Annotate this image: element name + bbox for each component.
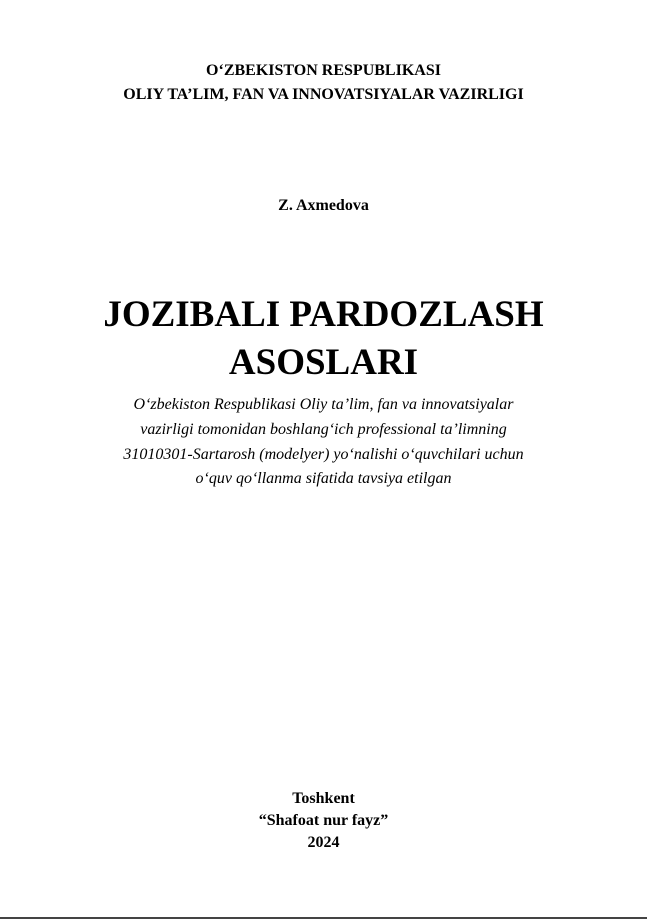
approval-note-line-1: O‘zbekiston Respublikasi Oliy ta’lim, fan va innovatsiyalar <box>133 396 514 413</box>
author-name: Z. Axmedova <box>278 197 369 214</box>
ministry-header-line-2: OLIY TA’LIM, FAN VA INNOVATSIYALAR VAZIRLIGI <box>123 86 524 103</box>
imprint-year: 2024 <box>307 834 340 851</box>
approval-note-line-2: vazirligi tomonidan boshlang‘ich professional ta’limning <box>140 421 507 438</box>
book-title-line-1: JOZIBALI PARDOZLASH <box>103 294 544 335</box>
book-title-line-2: ASOSLARI <box>228 342 419 383</box>
imprint-publisher: “Shafoat nur fayz” <box>258 812 389 829</box>
approval-note-line-4: o‘quv qo‘llanma sifatida tavsiya etilgan <box>195 470 452 487</box>
page-bottom-divider <box>0 917 647 919</box>
imprint-city: Toshkent <box>292 790 355 807</box>
approval-note-line-3: 31010301-Sartarosh (modelyer) yo‘nalishi o‘quvchilari uchun <box>123 446 524 463</box>
ministry-header-line-1: O‘ZBEKISTON RESPUBLIKASI <box>206 62 441 79</box>
